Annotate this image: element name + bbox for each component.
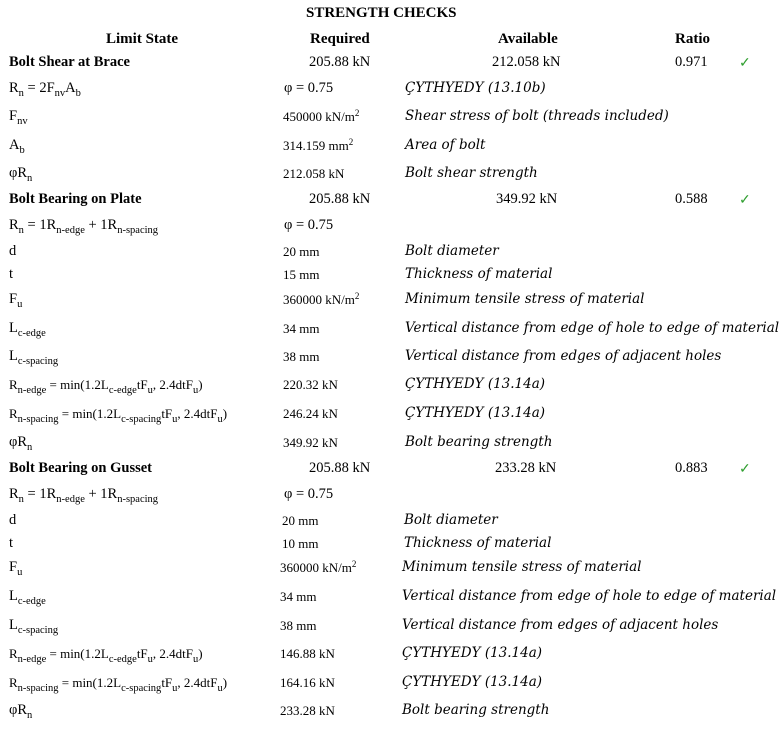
- gusset-fu-symbol: $F_u$: [9, 559, 23, 578]
- header-ratio: Ratio: [675, 31, 710, 47]
- section-title-shear: Bolt Shear at Brace: [9, 54, 130, 70]
- gusset-required: 205.88 kN: [309, 460, 371, 476]
- gusset-fu-desc: Minimum tensile stress of material: [402, 559, 642, 575]
- section-title-plate: Bolt Bearing on Plate: [9, 191, 142, 207]
- gusset-rns-value: 164.16 kN: [280, 675, 335, 690]
- gusset-rne-value: 146.88 kN: [280, 646, 335, 661]
- ab-desc: Area of bolt: [405, 137, 486, 153]
- plate-required: 205.88 kN: [309, 191, 371, 207]
- gusset-lcs-value: 38 mm: [280, 618, 317, 633]
- plate-rns-value: 246.24 kN: [283, 406, 338, 421]
- check-icon: ✓: [739, 193, 751, 208]
- header-limit-state: Limit State: [106, 31, 179, 47]
- plate-phirn-symbol: $\varphi R_n$: [9, 434, 33, 453]
- gusset-t-symbol: t: [9, 535, 14, 551]
- plate-phirn-value: 349.92 kN: [283, 435, 338, 450]
- gusset-fu-value: 360000 $kN/m^2$: [280, 559, 357, 575]
- gusset-ratio: 0.883: [675, 460, 708, 476]
- plate-fu-desc: Minimum tensile stress of material: [405, 291, 645, 307]
- shear-phirn-symbol: $\varphi R_n$: [9, 165, 33, 184]
- plate-ratio: 0.588: [675, 191, 708, 207]
- plate-d-desc: Bolt diameter: [405, 243, 499, 259]
- gusset-phirn-value: 233.28 kN: [280, 703, 335, 718]
- plate-t-value: 15 mm: [283, 267, 320, 282]
- plate-d-symbol: d: [9, 243, 17, 259]
- ab-symbol: $A_b$: [9, 137, 25, 156]
- gusset-t-desc: Thickness of material: [404, 535, 552, 551]
- gusset-bearing-equation: $R_n = 1R_{n-edge} + 1R_{n-spacing}$: [9, 486, 159, 505]
- plate-rne-desc: ÇYTHYEDY (13.14a): [405, 376, 546, 392]
- section-title-gusset: Bolt Bearing on Gusset: [9, 460, 152, 476]
- gusset-lcs-desc: Vertical distance from edges of adjacent holes: [402, 617, 719, 633]
- fnv-symbol: $F_{nv}$: [9, 108, 28, 127]
- gusset-rne-equation: $R_{n-edge} = \min(1.2L_{c-edge}tF_u$, 2.4dtF$_u$): [9, 646, 203, 665]
- plate-phi: φ = 0.75: [284, 217, 334, 233]
- plate-available: 349.92 kN: [496, 191, 558, 207]
- gusset-phirn-desc: Bolt bearing strength: [402, 702, 550, 718]
- plate-phirn-desc: Bolt bearing strength: [405, 434, 553, 450]
- gusset-lce-desc: Vertical distance from edge of hole to edge of material: [402, 588, 777, 604]
- gusset-rns-equation: $R_{n-spacing} = \min(1.2L_{c-spacing}tF_u$, 2.4dtF$_u$): [9, 675, 228, 694]
- plate-t-symbol: t: [9, 266, 14, 282]
- plate-lce-desc: Vertical distance from edge of hole to edge of material: [405, 320, 780, 336]
- plate-rns-desc: ÇYTHYEDY (13.14a): [405, 405, 546, 421]
- plate-t-desc: Thickness of material: [405, 266, 553, 282]
- plate-fu-value: 360000 $kN/m^2$: [283, 291, 360, 307]
- plate-bearing-equation: $R_n = 1R_{n-edge} + 1R_{n-spacing}$: [9, 217, 159, 236]
- shear-eq-ref: ÇYTHYEDY (13.10b): [405, 80, 546, 96]
- plate-lce-symbol: $L_{c-edge}$: [9, 320, 46, 339]
- fnv-desc: Shear stress of bolt (threads included): [405, 108, 669, 124]
- gusset-rne-desc: ÇYTHYEDY (13.14a): [402, 645, 543, 661]
- gusset-d-desc: Bolt diameter: [404, 512, 498, 528]
- gusset-d-value: 20 mm: [282, 513, 319, 528]
- gusset-lce-value: 34 mm: [280, 589, 317, 604]
- shear-ratio: 0.971: [675, 54, 708, 70]
- check-icon: ✓: [739, 56, 751, 71]
- header-required: Required: [310, 31, 370, 47]
- plate-rne-equation: $R_{n-edge} = \min(1.2L_{c-edge}tF_u$, 2.4dtF$_u$): [9, 377, 203, 396]
- gusset-rns-desc: ÇYTHYEDY (13.14a): [402, 674, 543, 690]
- plate-lcs-desc: Vertical distance from edges of adjacent holes: [405, 348, 722, 364]
- header-available: Available: [498, 31, 558, 47]
- plate-fu-symbol: $F_u$: [9, 291, 23, 310]
- fnv-value: 450000 $kN/m^2$: [283, 108, 360, 124]
- plate-d-value: 20 mm: [283, 244, 320, 259]
- page-title: STRENGTH CHECKS: [306, 5, 457, 21]
- shear-available: 212.058 kN: [492, 54, 561, 70]
- plate-rne-value: 220.32 kN: [283, 377, 338, 392]
- ab-value: 314.159 $mm^2$: [283, 137, 354, 153]
- gusset-lce-symbol: $L_{c-edge}$: [9, 588, 46, 607]
- plate-lcs-symbol: $L_{c-spacing}$: [9, 348, 59, 367]
- plate-lcs-value: 38 mm: [283, 349, 320, 364]
- gusset-lcs-symbol: $L_{c-spacing}$: [9, 617, 59, 636]
- plate-lce-value: 34 mm: [283, 321, 320, 336]
- shear-phi: φ = 0.75: [284, 80, 334, 96]
- gusset-phi: φ = 0.75: [284, 486, 334, 502]
- gusset-d-symbol: d: [9, 512, 17, 528]
- plate-rns-equation: $R_{n-spacing} = \min(1.2L_{c-spacing}tF_u$, 2.4dtF$_u$): [9, 406, 228, 425]
- shear-equation: $R_n = 2F_{nv}A_b$: [9, 80, 81, 99]
- shear-phirn-value: 212.058 kN: [283, 166, 345, 181]
- check-icon: ✓: [739, 462, 751, 477]
- shear-required: 205.88 kN: [309, 54, 371, 70]
- gusset-t-value: 10 mm: [282, 536, 319, 551]
- gusset-available: 233.28 kN: [495, 460, 557, 476]
- shear-phirn-desc: Bolt shear strength: [405, 165, 538, 181]
- gusset-phirn-symbol: $\varphi R_n$: [9, 702, 33, 721]
